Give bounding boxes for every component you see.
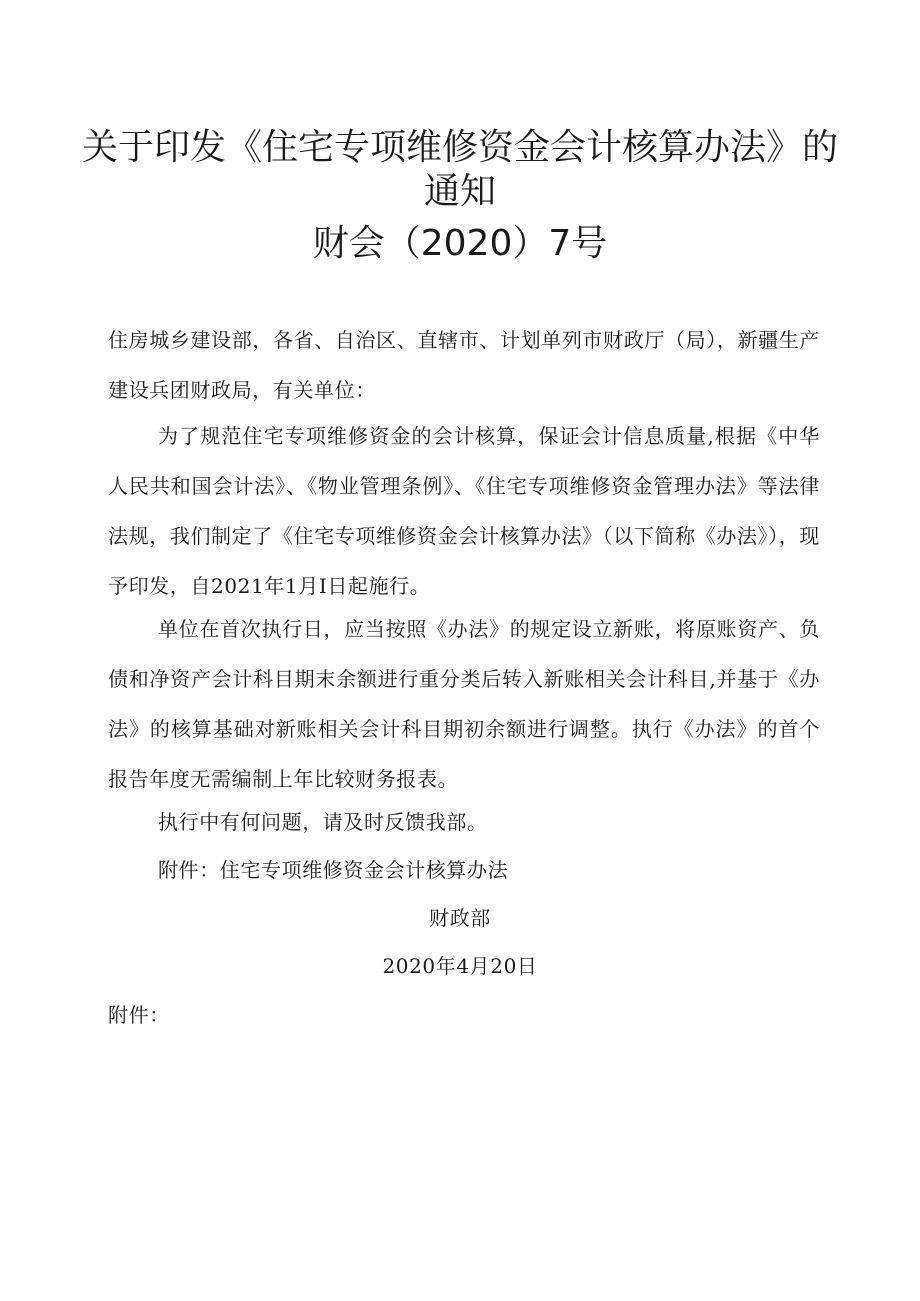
paragraph-text: 附件：住宅专项维修资金会计核算办法 — [158, 858, 509, 882]
paragraph-text: 为了规范住宅专项维修资金的会计核算，保证会计信息质量,根据《中华人民共和国会计法》、《物业管理条例》、《住宅专项维修资金管理办法》等法律法规，我们制定了《住宅专项维修资金会计核算办法》（以下简称《办法》），现予印发，自2021年1月I日起施行。 — [108, 424, 820, 598]
paragraph-implementation — [108, 604, 820, 804]
paragraph-text: 单位在首次执行日，应当按照《办法》的规定设立新账，将原账资产、负债和净资产会计科目期末余额进行重分类后转入新账相关会计科目,并基于《办法》的核算基础对新账相关会计科目期初余额进行调整。执行《办法》的首个报告年度无需编制上年比较财务报表。 — [108, 617, 820, 791]
document-number: 财会（2020）7号 — [312, 223, 608, 264]
signature-department: 财政部 — [429, 906, 491, 930]
paragraph-text: 执行中有何问题，请及时反馈我部。 — [158, 810, 488, 834]
signature-date: 2020年4月20日 — [382, 954, 538, 978]
paragraph-feedback — [108, 797, 820, 847]
attachment-label: 附件： — [108, 1003, 170, 1027]
paragraph-attachment — [108, 845, 820, 895]
paragraph-purpose — [108, 411, 820, 611]
addressee-text: 住房城乡建设部，各省、自治区、直辖市、计划单列市财政厅（局），新疆生产建设兵团财政局，有关单位： — [108, 328, 820, 402]
addressee-block — [108, 315, 820, 415]
document-title-line-2: 通知 — [423, 171, 496, 212]
document-title-line-1: 关于印发《住宅专项维修资金会计核算办法》的 — [81, 127, 838, 168]
